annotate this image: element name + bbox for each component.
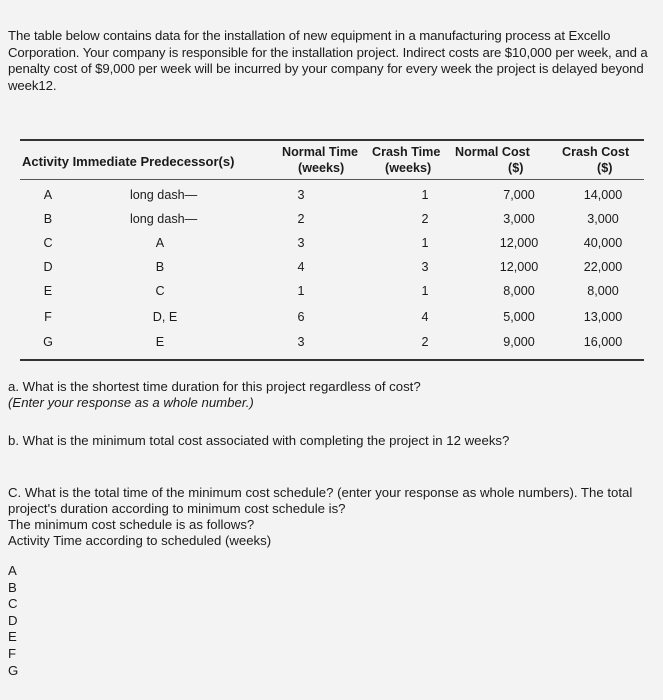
activity-letter: C xyxy=(8,596,18,612)
cell-crash-time: 1 xyxy=(421,236,429,250)
question-a-text: a. What is the shortest time duration for this project regardless of cost? xyxy=(8,379,421,394)
header-activity-predecessor: Activity Immediate Predecessor(s) xyxy=(22,154,235,169)
cell-crash-time: 4 xyxy=(421,310,429,324)
cell-crash-cost: 14,000 xyxy=(583,188,623,202)
cell-predecessor: C xyxy=(155,284,165,298)
activity-letter: B xyxy=(8,579,17,595)
header-normal-cost-unit: ($) xyxy=(508,161,524,175)
table-top-rule xyxy=(20,139,644,141)
cell-activity: A xyxy=(43,188,53,202)
cell-crash-cost: 3,000 xyxy=(587,212,619,226)
cell-crash-time: 2 xyxy=(421,212,429,226)
cell-activity: B xyxy=(43,212,53,226)
cell-activity: E xyxy=(43,284,53,298)
cell-predecessor: A xyxy=(155,236,165,250)
header-crash-time-unit: (weeks) xyxy=(385,161,432,175)
question-a xyxy=(8,379,648,411)
cell-predecessor: B xyxy=(155,260,165,274)
cell-normal-time: 3 xyxy=(297,335,305,349)
cell-crash-time: 3 xyxy=(421,260,429,274)
question-c-activity-time-label: Activity Time according to scheduled (weeks) xyxy=(8,533,272,548)
header-crash-cost: Crash Cost xyxy=(562,145,630,159)
question-c-schedule-label: The minimum cost schedule is as follows? xyxy=(8,517,255,532)
cell-normal-time: 2 xyxy=(297,212,305,226)
activity-letter: F xyxy=(8,645,17,661)
table-bottom-rule xyxy=(20,359,644,361)
header-crash-time: Crash Time xyxy=(372,145,441,159)
cell-predecessor: D, E xyxy=(152,310,178,324)
cell-crash-time: 1 xyxy=(421,284,429,298)
activity-letter-list xyxy=(8,563,18,679)
question-b: b. What is the minimum total cost associated with completing the project in 12 weeks? xyxy=(8,433,510,448)
cell-crash-cost: 13,000 xyxy=(583,310,623,324)
cell-normal-time: 3 xyxy=(297,188,305,202)
cell-crash-cost: 40,000 xyxy=(583,236,623,250)
cell-crash-time: 1 xyxy=(421,188,429,202)
question-c xyxy=(8,485,648,549)
cell-crash-time: 2 xyxy=(421,335,429,349)
cell-predecessor: E xyxy=(155,335,165,349)
activity-letter: E xyxy=(8,629,17,645)
question-c-text: C. What is the total time of the minimum cost schedule? (enter your response as whole numbers). The total project's duration according to minimum cost schedule is? xyxy=(8,485,633,516)
cell-normal-cost: 8,000 xyxy=(503,284,535,298)
activity-letter: A xyxy=(8,563,17,578)
cell-activity: C xyxy=(43,236,53,250)
activity-letter: G xyxy=(8,662,19,678)
question-a-hint: (Enter your response as a whole number.) xyxy=(8,395,254,410)
cell-normal-cost: 7,000 xyxy=(503,188,535,202)
cell-crash-cost: 22,000 xyxy=(583,260,623,274)
activity-letter: D xyxy=(8,612,18,628)
cell-crash-cost: 16,000 xyxy=(583,335,623,349)
intro-paragraph: The table below contains data for the installation of new equipment in a manufacturing process at Excello Corporation. Your company is responsible for the installation project. Indirect costs are $10,000 per week, and a penalty cost of $9,000 per week will be incurred by your company for every week the project is delayed beyond week12. xyxy=(8,28,648,93)
cell-predecessor: long dash— xyxy=(130,212,198,226)
cell-normal-cost: 12,000 xyxy=(499,260,539,274)
table-header-rule xyxy=(20,179,644,180)
cell-normal-time: 1 xyxy=(297,284,305,298)
cell-normal-time: 6 xyxy=(297,310,305,324)
cell-normal-cost: 9,000 xyxy=(503,335,535,349)
header-normal-cost: Normal Cost xyxy=(455,145,530,159)
cell-normal-cost: 12,000 xyxy=(499,236,539,250)
header-crash-cost-unit: ($) xyxy=(597,161,613,175)
cell-normal-time: 4 xyxy=(297,260,305,274)
cell-activity: D xyxy=(43,260,53,274)
cell-predecessor: long dash— xyxy=(130,188,198,202)
cell-normal-cost: 3,000 xyxy=(503,212,535,226)
cell-normal-time: 3 xyxy=(297,236,305,250)
cell-normal-cost: 5,000 xyxy=(503,310,535,324)
cell-crash-cost: 8,000 xyxy=(587,284,619,298)
header-normal-time-unit: (weeks) xyxy=(298,161,345,175)
cell-activity: F xyxy=(44,310,52,324)
header-normal-time: Normal Time xyxy=(282,145,359,159)
cell-activity: G xyxy=(43,335,53,349)
